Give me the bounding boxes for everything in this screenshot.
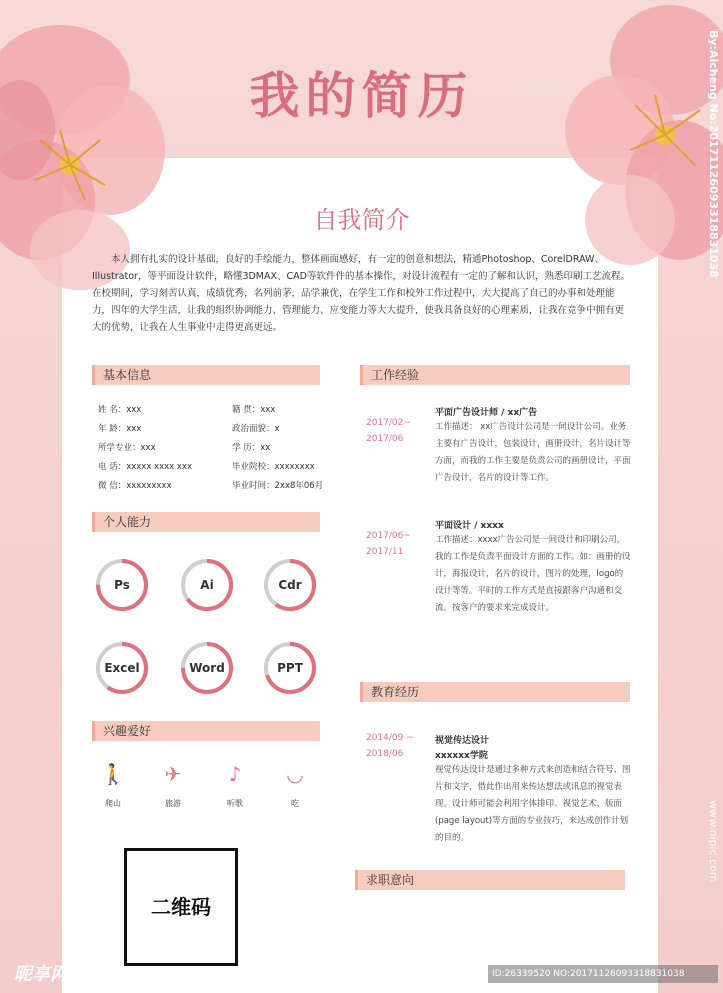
hobby-label: 听歌: [227, 799, 243, 808]
work-date: [366, 528, 411, 560]
hobby-label: 吃: [291, 799, 299, 808]
work-date-end: 2017/11: [366, 547, 404, 557]
info-row: [98, 479, 171, 491]
info-value: xxxxxxxx: [274, 462, 315, 472]
qr-code-placeholder: [124, 848, 238, 966]
watermark-vertical: By:Aicheng No:20171126093318831038: [707, 30, 720, 278]
work-title: 平面设计 / xxxx: [435, 521, 504, 531]
info-label: 毕业院校：: [232, 462, 275, 472]
education-school: xxxxxx学院: [435, 751, 488, 761]
intro-heading: 自我简介: [313, 206, 410, 234]
work-desc: 工作描述： xx广告设计公司是一间设计公司。业务主要有广告设计，包装设计，画册设计，名片设计等方面，而我的工作主要是负责公司的画册设计，平面广告设计，名片的设计等工作。: [435, 422, 631, 483]
skill-label: Word: [189, 661, 225, 675]
info-label: 微 信：: [98, 481, 127, 491]
intro-text: 本人拥有扎实的设计基础，良好的手绘能力，整体画面感好，有一定的创意和想法，精通Photoshop、CorelDRAW、Illustrator，等平面设计软件，略懂3DMAX、CAD等软件件的基本操作，对设计流程有一定的了解和认识，熟悉印刷工艺流程。在校期间，学习刻苦认真，成绩优秀，名列前茅，品学兼优，在学生工作和校外工作过程中，大大提高了自己的办事和处理能力，四年的大学生活，让我的组织协调能力、管理能力、应变能力等大大提升，使我具备良好的心理素质，让我在竞争中拥有更大的优势，让我在人生事业中走得更高更远。: [92, 254, 630, 333]
job-intention-heading: 求职意向: [355, 870, 625, 890]
skills-heading: 个人能力: [92, 512, 320, 532]
info-label: 毕业时间：: [232, 481, 275, 491]
airplane-icon: ✈: [164, 762, 182, 786]
skill-label: Excel: [104, 661, 140, 675]
skill-label: Ai: [200, 578, 214, 592]
info-value: xxx: [126, 424, 142, 434]
education-date: [366, 730, 414, 762]
info-value: 2xx8年06月: [274, 481, 324, 491]
skill-label: Cdr: [278, 578, 302, 592]
info-label: 年 龄：: [98, 424, 127, 434]
info-label: 所学专业：: [98, 443, 141, 453]
info-value: xx: [260, 443, 271, 453]
music-note-icon: ♪: [228, 762, 242, 786]
info-row: [98, 441, 156, 453]
hobby-label: 爬山: [105, 799, 121, 808]
info-value: xxx: [126, 405, 142, 415]
info-row: [232, 422, 280, 434]
work-date-end: 2017/06: [366, 434, 404, 444]
work-date-start: 2017/02~: [366, 418, 411, 428]
watermark-vertical-2: www.nipic.com: [707, 800, 720, 883]
skill-label: PPT: [277, 661, 303, 675]
info-row: [232, 460, 315, 472]
education-date-end: 2018/06: [366, 749, 404, 759]
info-label: 学 历：: [232, 443, 261, 453]
info-label: 姓 名：: [98, 405, 127, 415]
education-desc: 视觉传达设计是通过多种方式来创造和结合符号、图片和文字，借此作出用来传达想法或讯息的视觉表现。设计师可能会利用字体排印、视觉艺术、版面(page layout)等方面的专业技巧，来达成创作计划的目的。: [435, 765, 631, 843]
page-title: 我的简历: [249, 67, 474, 125]
info-row: [98, 460, 192, 472]
info-value: xxx: [140, 443, 156, 453]
info-label: 政治面貌：: [232, 424, 275, 434]
watermark-right: ID:26339520 NO:20171126093318831038: [488, 965, 718, 983]
work-desc: 工作描述：xxxx广告公司是一间设计和印刷公司，我的工作是负责平面设计方面的工作。如：画册的设计，海报设计，名片的设计，图片的处理，logo的设计等等。平时的工作方式是直接跟客户沟通和交流，按客户的要求来完成设计。: [435, 535, 631, 613]
info-value: xxx: [260, 405, 276, 415]
info-value: x: [274, 424, 280, 434]
hiking-icon: 🚶: [100, 762, 126, 786]
watermark-left: 昵享网 www.nipic.com: [14, 964, 228, 985]
bowl-icon: ◡: [286, 762, 304, 786]
info-row: [98, 422, 141, 434]
education-date-start: 2014/09 ~: [366, 733, 414, 743]
info-label: 籍 贯：: [232, 405, 261, 415]
info-row: [232, 441, 270, 453]
info-value: xxxxx xxxx xxx: [126, 462, 192, 472]
basic-info-heading: 基本信息: [92, 365, 320, 385]
info-row: [232, 479, 323, 491]
work-title: 平面广告设计师 / xx广告: [435, 408, 538, 418]
qr-label: 二维码: [151, 895, 211, 919]
education-major: 视觉传达设计: [435, 736, 490, 746]
info-row: [98, 403, 141, 415]
hobby-label: 旅游: [165, 799, 181, 808]
work-heading: 工作经验: [360, 365, 630, 385]
info-value: xxxxxxxxx: [126, 481, 172, 491]
education-heading: 教育经历: [360, 682, 630, 702]
hobbies-heading: 兴趣爱好: [92, 721, 320, 741]
work-date: [366, 415, 411, 447]
info-label: 电 话：: [98, 462, 127, 472]
info-row: [232, 403, 275, 415]
skill-label: Ps: [114, 578, 130, 592]
work-date-start: 2017/06~: [366, 531, 411, 541]
